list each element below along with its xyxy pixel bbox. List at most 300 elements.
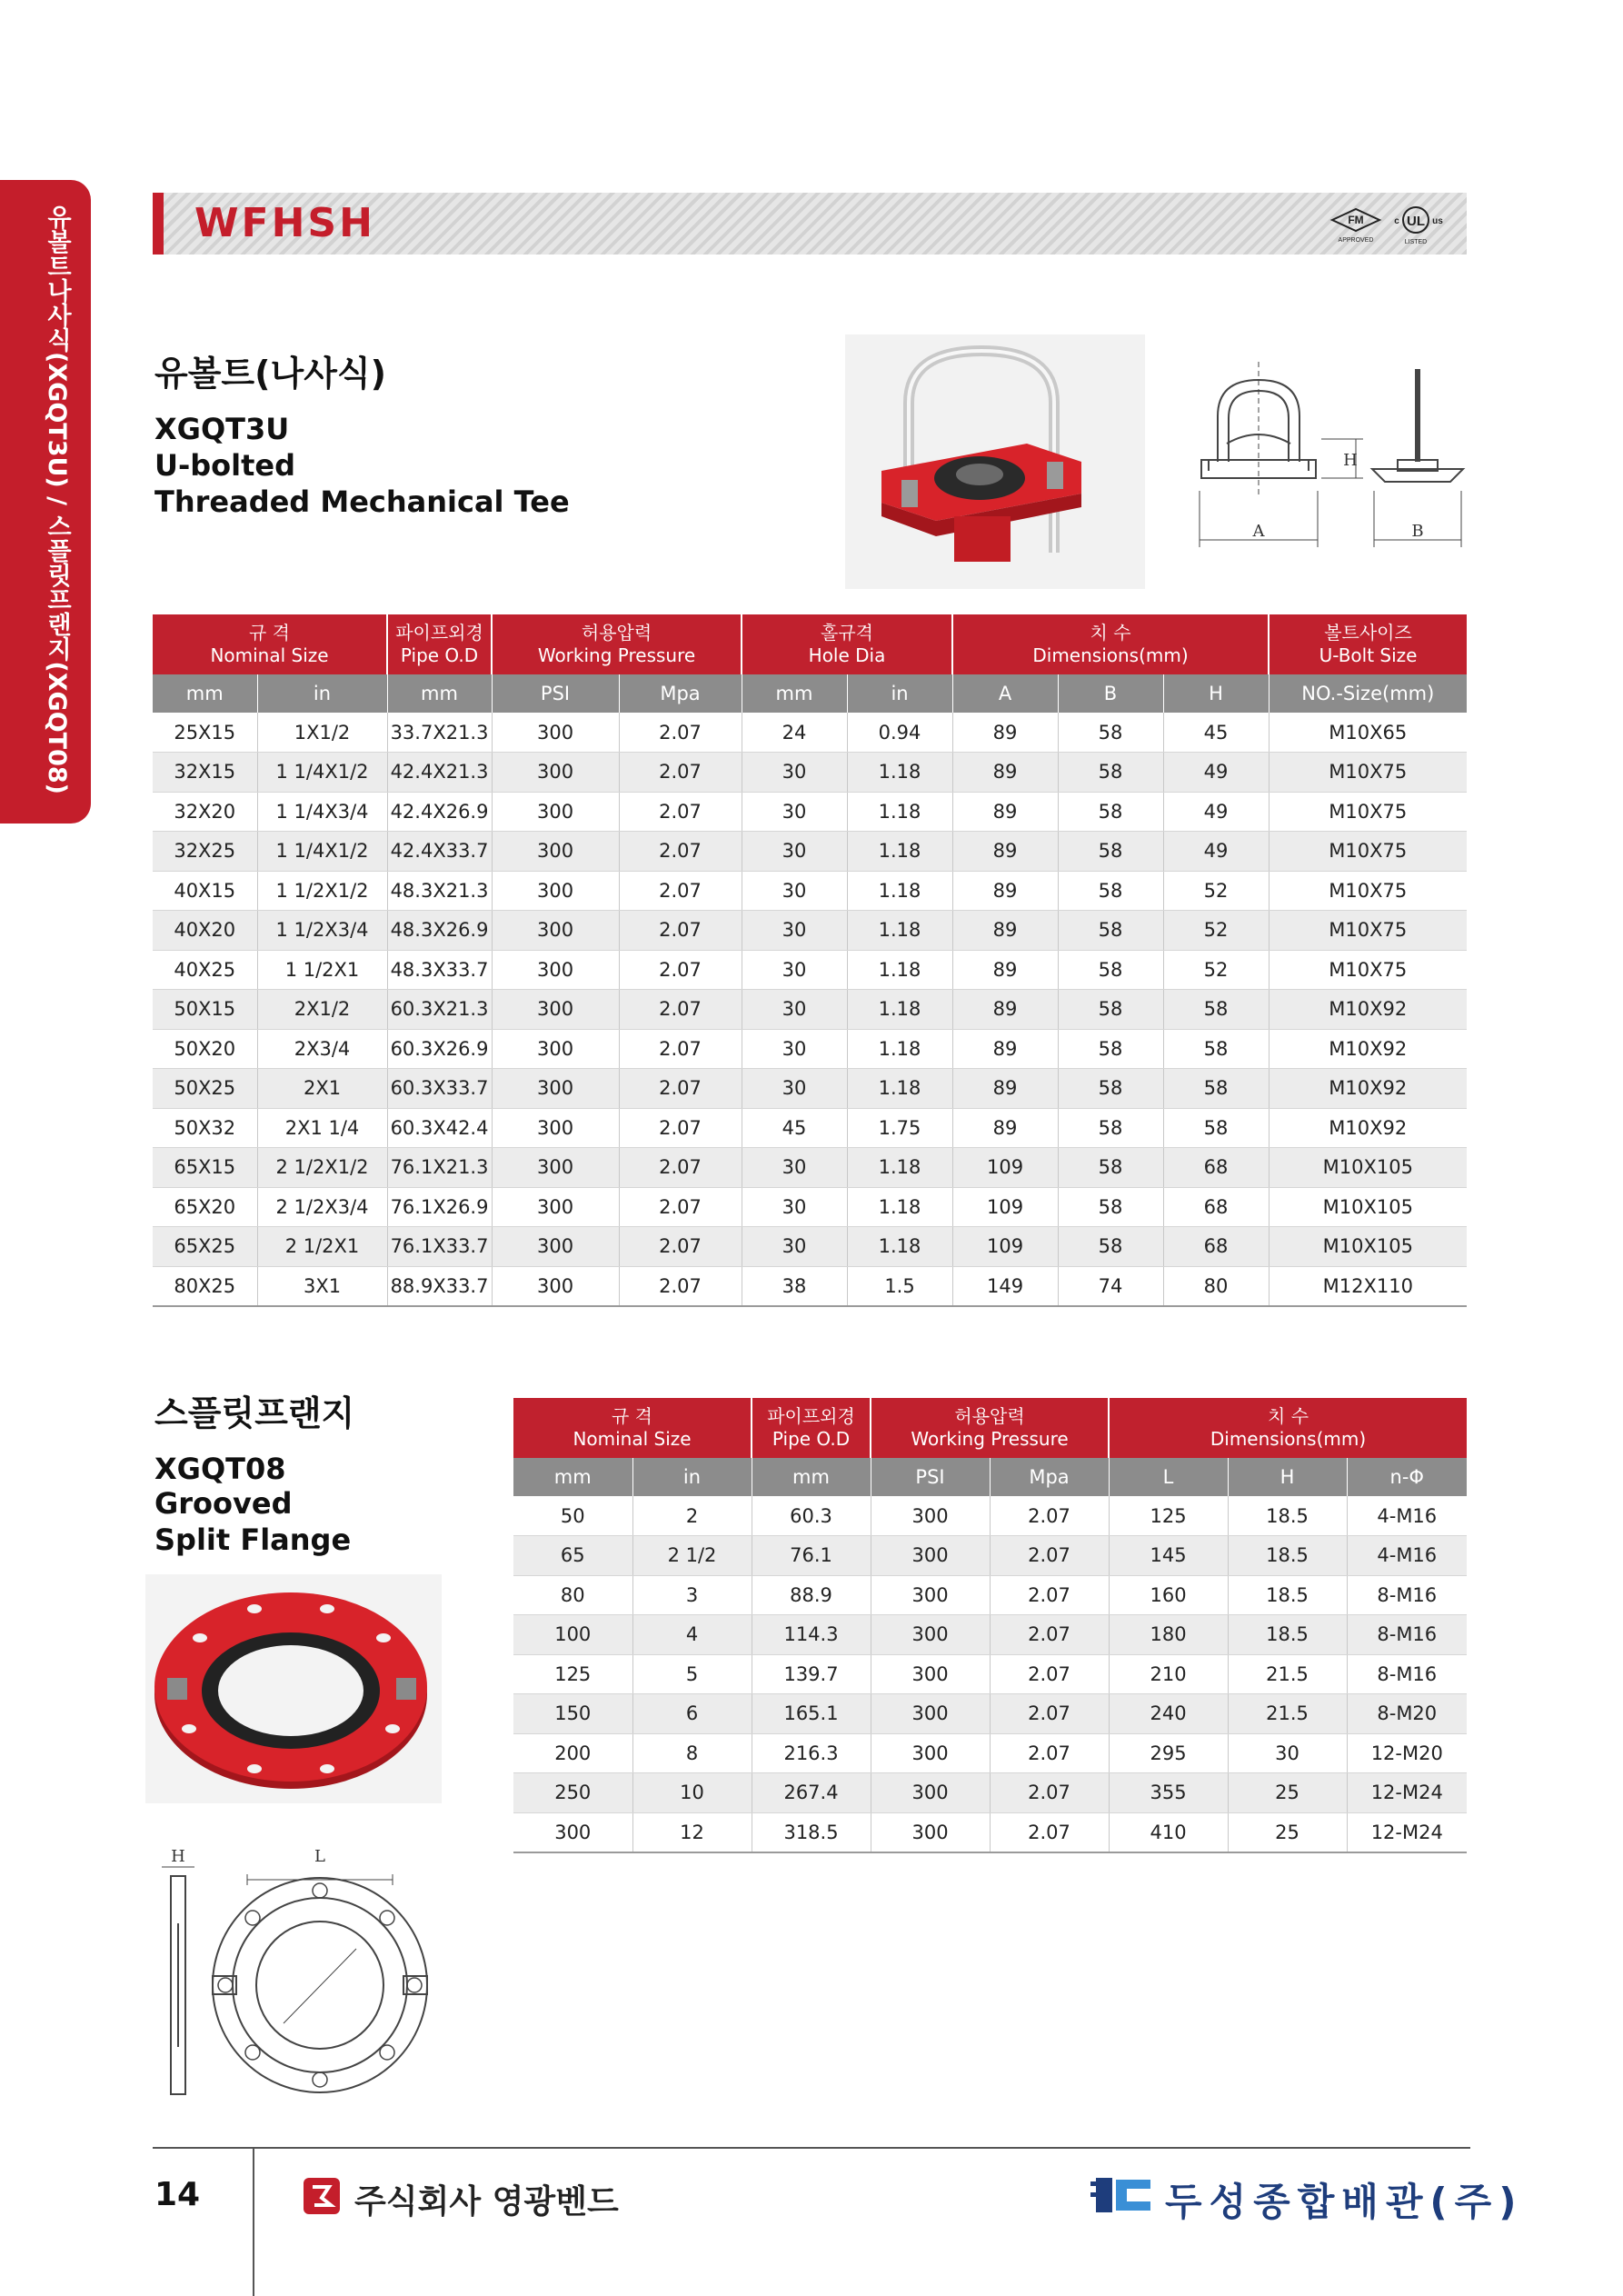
table-cell: 300: [492, 990, 619, 1030]
table-cell: 8-M16: [1347, 1654, 1467, 1694]
table-row: [513, 1773, 1467, 1813]
table-cell: 50: [513, 1496, 632, 1536]
table-cell: 109: [952, 1187, 1058, 1227]
table-cell: 125: [1109, 1496, 1228, 1536]
table-cell: 300: [492, 1187, 619, 1227]
table-cell: 150: [513, 1694, 632, 1734]
table-cell: 2.07: [619, 1266, 742, 1306]
table-cell: 48.3X33.7: [387, 950, 492, 990]
table-row: [513, 1615, 1467, 1655]
table-cell: 2.07: [619, 1187, 742, 1227]
svg-text:APPROVED: APPROVED: [1338, 237, 1374, 244]
table-row: [513, 1496, 1467, 1536]
fm-approved-logo: [1332, 209, 1379, 244]
table-cell: 30: [742, 792, 847, 832]
table-cell: 2.07: [619, 1227, 742, 1267]
table-cell: 2.07: [619, 1069, 742, 1109]
group-header-u-bolt-size: 볼트사이즈 U-Bolt Size: [1269, 614, 1467, 674]
table-cell: 300: [492, 1108, 619, 1148]
table-cell: 318.5: [752, 1812, 871, 1852]
product1-spec-table: [153, 614, 1467, 1307]
table-cell: 60.3X21.3: [387, 990, 492, 1030]
table-cell: 25X15: [153, 713, 257, 753]
table-cell: 40X25: [153, 950, 257, 990]
table-cell: 300: [871, 1536, 990, 1576]
product2-name-line1: Grooved: [154, 1486, 293, 1521]
table-cell: 2.07: [619, 832, 742, 872]
table-cell: 50X15: [153, 990, 257, 1030]
table-cell: 58: [1058, 792, 1163, 832]
table-cell: 300: [492, 792, 619, 832]
table-cell: 4-M16: [1347, 1496, 1467, 1536]
table-cell: 300: [492, 911, 619, 951]
unit-header-row: [153, 674, 1467, 713]
table-cell: 30: [742, 1069, 847, 1109]
table-cell: 89: [952, 990, 1058, 1030]
table-cell: 1.18: [847, 753, 952, 793]
unit-header-cell: A: [952, 674, 1058, 713]
table-cell: 2.07: [990, 1496, 1109, 1536]
table-cell: 355: [1109, 1773, 1228, 1813]
table-cell: 76.1X33.7: [387, 1227, 492, 1267]
table-cell: 30: [742, 950, 847, 990]
svg-text:H: H: [171, 1847, 185, 1866]
table-cell: 58: [1058, 1069, 1163, 1109]
table-cell: 49: [1163, 753, 1269, 793]
header-accent-bar: [153, 193, 164, 255]
table-cell: 18.5: [1228, 1496, 1347, 1536]
table-cell: 4-M16: [1347, 1536, 1467, 1576]
table-cell: 1.18: [847, 990, 952, 1030]
table-cell: 240: [1109, 1694, 1228, 1734]
unit-header-cell: in: [847, 674, 952, 713]
unit-header-cell: Mpa: [619, 674, 742, 713]
table-cell: 58: [1163, 1029, 1269, 1069]
table-cell: 300: [492, 950, 619, 990]
table-cell: 300: [492, 832, 619, 872]
table-cell: 6: [632, 1694, 752, 1734]
svg-text:A: A: [1252, 522, 1265, 541]
table-cell: 89: [952, 792, 1058, 832]
table-cell: 58: [1163, 1069, 1269, 1109]
table-cell: 300: [871, 1733, 990, 1773]
ul-listed-logo: [1394, 207, 1443, 245]
table-cell: 1.18: [847, 1029, 952, 1069]
table-cell: 76.1X21.3: [387, 1148, 492, 1188]
table-cell: 48.3X26.9: [387, 911, 492, 951]
table-cell: 2.07: [619, 753, 742, 793]
table-cell: 80X25: [153, 1266, 257, 1306]
table-cell: 300: [492, 1266, 619, 1306]
table-cell: 89: [952, 1108, 1058, 1148]
table-cell: M12X110: [1269, 1266, 1467, 1306]
table-cell: 2 1/2X1/2: [257, 1148, 387, 1188]
table-cell: 58: [1058, 990, 1163, 1030]
table-cell: 12-M24: [1347, 1812, 1467, 1852]
table-cell: 89: [952, 950, 1058, 990]
table-row: [153, 832, 1467, 872]
table-cell: 1.18: [847, 832, 952, 872]
table-row: [153, 1108, 1467, 1148]
table-cell: 30: [742, 1148, 847, 1188]
table-cell: M10X75: [1269, 950, 1467, 990]
group-header-working-pressure: 허용압력 Working Pressure: [871, 1398, 1109, 1458]
table-row: [153, 1148, 1467, 1188]
table-cell: 80: [1163, 1266, 1269, 1306]
table-cell: 8-M20: [1347, 1694, 1467, 1734]
table-cell: 1 1/4X3/4: [257, 792, 387, 832]
table-cell: 76.1X26.9: [387, 1187, 492, 1227]
table-cell: 2.07: [619, 871, 742, 911]
table-cell: M10X105: [1269, 1227, 1467, 1267]
table-cell: 12: [632, 1812, 752, 1852]
table-cell: 2.07: [990, 1654, 1109, 1694]
table-cell: 65X25: [153, 1227, 257, 1267]
table-cell: 58: [1058, 1187, 1163, 1227]
table-cell: M10X92: [1269, 1069, 1467, 1109]
table-cell: 300: [871, 1615, 990, 1655]
table-row: [513, 1694, 1467, 1734]
table-cell: 1.18: [847, 1148, 952, 1188]
unit-header-row: [513, 1458, 1467, 1496]
table-cell: 1X1/2: [257, 713, 387, 753]
table-cell: 145: [1109, 1536, 1228, 1576]
table-cell: M10X75: [1269, 871, 1467, 911]
table-cell: 52: [1163, 950, 1269, 990]
table-cell: 2.07: [619, 911, 742, 951]
table-cell: 30: [742, 911, 847, 951]
table-cell: 2X3/4: [257, 1029, 387, 1069]
unit-header-cell: NO.-Size(mm): [1269, 674, 1467, 713]
svg-text:H: H: [1343, 451, 1358, 470]
table-cell: 18.5: [1228, 1536, 1347, 1576]
table-cell: 74: [1058, 1266, 1163, 1306]
table-cell: 58: [1058, 753, 1163, 793]
table-cell: 89: [952, 713, 1058, 753]
table-cell: M10X65: [1269, 713, 1467, 753]
table-cell: 4: [632, 1615, 752, 1655]
table-cell: 58: [1058, 911, 1163, 951]
table-row: [153, 713, 1467, 753]
table-cell: 89: [952, 753, 1058, 793]
table-cell: 30: [742, 1187, 847, 1227]
group-header-dimensions: 치 수 Dimensions(mm): [1109, 1398, 1467, 1458]
table-cell: 295: [1109, 1733, 1228, 1773]
table-cell: 2.07: [990, 1812, 1109, 1852]
table-cell: 1 1/2X3/4: [257, 911, 387, 951]
table-cell: 21.5: [1228, 1654, 1347, 1694]
table-cell: 42.4X21.3: [387, 753, 492, 793]
product1-name-line2: Threaded Mechanical Tee: [154, 484, 570, 519]
table-cell: 68: [1163, 1148, 1269, 1188]
table-row: [153, 1029, 1467, 1069]
table-cell: 8-M16: [1347, 1615, 1467, 1655]
table-row: [153, 1187, 1467, 1227]
table-cell: 68: [1163, 1227, 1269, 1267]
table-cell: 52: [1163, 911, 1269, 951]
table-row: [513, 1812, 1467, 1852]
table-cell: 1 1/4X1/2: [257, 753, 387, 793]
table-cell: 18.5: [1228, 1575, 1347, 1615]
table-cell: 2.07: [990, 1615, 1109, 1655]
table-cell: 88.9X33.7: [387, 1266, 492, 1306]
table-cell: M10X75: [1269, 832, 1467, 872]
table-cell: 5: [632, 1654, 752, 1694]
table-cell: 30: [742, 1227, 847, 1267]
table-cell: 300: [492, 713, 619, 753]
table-cell: 50X20: [153, 1029, 257, 1069]
table-cell: 0.94: [847, 713, 952, 753]
table-cell: 58: [1163, 990, 1269, 1030]
table-cell: 58: [1058, 871, 1163, 911]
unit-header-cell: mm: [153, 674, 257, 713]
table-row: [153, 753, 1467, 793]
table-row: [153, 792, 1467, 832]
table-cell: 300: [871, 1773, 990, 1813]
unit-header-cell: PSI: [492, 674, 619, 713]
table-cell: 32X15: [153, 753, 257, 793]
table-cell: 300: [492, 753, 619, 793]
table-cell: 89: [952, 832, 1058, 872]
group-header-dimensions: 치 수 Dimensions(mm): [952, 614, 1269, 674]
table-cell: 109: [952, 1148, 1058, 1188]
table-cell: 250: [513, 1773, 632, 1813]
table-cell: 89: [952, 911, 1058, 951]
table-cell: 30: [742, 990, 847, 1030]
table-cell: 60.3X26.9: [387, 1029, 492, 1069]
table-cell: 2.07: [619, 792, 742, 832]
table-cell: 2 1/2: [632, 1536, 752, 1576]
table-cell: 2.07: [619, 713, 742, 753]
svg-text:us: us: [1432, 216, 1443, 226]
table-cell: 109: [952, 1227, 1058, 1267]
svg-text:B: B: [1411, 522, 1424, 541]
table-cell: 58: [1058, 832, 1163, 872]
table-cell: 300: [871, 1654, 990, 1694]
table-row: [153, 1069, 1467, 1109]
svg-text:L: L: [314, 1847, 325, 1866]
unit-header-cell: in: [632, 1458, 752, 1496]
table-cell: 2X1 1/4: [257, 1108, 387, 1148]
unit-header-cell: mm: [742, 674, 847, 713]
table-cell: 45: [742, 1108, 847, 1148]
table-cell: 1.18: [847, 1227, 952, 1267]
table-cell: 76.1: [752, 1536, 871, 1576]
table-cell: 300: [871, 1496, 990, 1536]
table-cell: 58: [1058, 1029, 1163, 1069]
table-cell: 40X20: [153, 911, 257, 951]
brand-logo: WFHSH: [194, 200, 375, 246]
unit-header-cell: Mpa: [990, 1458, 1109, 1496]
table-cell: 300: [492, 1148, 619, 1188]
table-cell: 89: [952, 1029, 1058, 1069]
unit-header-cell: B: [1058, 674, 1163, 713]
table-cell: 2.07: [619, 950, 742, 990]
table-cell: 300: [492, 1069, 619, 1109]
product1-title: 유볼트(나사식): [154, 354, 386, 394]
table-cell: 42.4X33.7: [387, 832, 492, 872]
table-row: [153, 990, 1467, 1030]
table-cell: 100: [513, 1615, 632, 1655]
table-cell: 30: [1228, 1733, 1347, 1773]
table-cell: 1.18: [847, 792, 952, 832]
svg-text:c: c: [1394, 216, 1399, 226]
table-cell: 160: [1109, 1575, 1228, 1615]
table-cell: 1 1/2X1: [257, 950, 387, 990]
table-cell: 10: [632, 1773, 752, 1813]
table-row: [513, 1654, 1467, 1694]
table-cell: 50X25: [153, 1069, 257, 1109]
table-cell: M10X92: [1269, 1029, 1467, 1069]
table-cell: 1.18: [847, 871, 952, 911]
table-cell: 30: [742, 871, 847, 911]
table-cell: 210: [1109, 1654, 1228, 1694]
table-cell: 30: [742, 753, 847, 793]
unit-header-cell: H: [1228, 1458, 1347, 1496]
group-header-pipe-od: 파이프외경 Pipe O.D: [752, 1398, 871, 1458]
table-cell: 58: [1058, 1148, 1163, 1188]
table-cell: 180: [1109, 1615, 1228, 1655]
group-header-nominal-size: 규 격 Nominal Size: [513, 1398, 752, 1458]
company-right-name: 두성종합배관(주): [1165, 2180, 1524, 2224]
unit-header-cell: mm: [513, 1458, 632, 1496]
table-cell: 125: [513, 1654, 632, 1694]
table-cell: 2.07: [990, 1694, 1109, 1734]
table-cell: 24: [742, 713, 847, 753]
table-cell: 300: [492, 871, 619, 911]
table-cell: 3: [632, 1575, 752, 1615]
certification-logos: [1327, 202, 1463, 247]
table-cell: 2.07: [990, 1536, 1109, 1576]
table-row: [153, 950, 1467, 990]
svg-text:FM: FM: [1348, 214, 1364, 226]
table-cell: 267.4: [752, 1773, 871, 1813]
table-row: [153, 911, 1467, 951]
table-cell: 32X20: [153, 792, 257, 832]
table-cell: 1.18: [847, 1187, 952, 1227]
group-header-pipe-od: 파이프외경 Pipe O.D: [387, 614, 492, 674]
table-cell: 2.07: [990, 1773, 1109, 1813]
footer-divider: [153, 2147, 1470, 2149]
table-cell: 88.9: [752, 1575, 871, 1615]
table-cell: 65X15: [153, 1148, 257, 1188]
table-cell: 2X1/2: [257, 990, 387, 1030]
table-cell: M10X92: [1269, 990, 1467, 1030]
product1-name-line1: U-bolted: [154, 448, 296, 483]
table-cell: 300: [871, 1694, 990, 1734]
product1-dimension-drawing: [1181, 353, 1481, 558]
table-cell: 8-M16: [1347, 1575, 1467, 1615]
table-cell: 2.07: [619, 1108, 742, 1148]
footer-vertical-divider: [253, 2149, 254, 2296]
product2-model: XGQT08: [154, 1452, 286, 1486]
svg-text:LISTED: LISTED: [1404, 239, 1428, 245]
unit-header-cell: mm: [387, 674, 492, 713]
table-cell: 2.07: [619, 990, 742, 1030]
table-cell: 12-M24: [1347, 1773, 1467, 1813]
table-row: [153, 1227, 1467, 1267]
table-cell: 80: [513, 1575, 632, 1615]
table-cell: 58: [1058, 950, 1163, 990]
table-cell: 65X20: [153, 1187, 257, 1227]
table-cell: 21.5: [1228, 1694, 1347, 1734]
table-cell: 2.07: [990, 1575, 1109, 1615]
table-cell: 58: [1058, 713, 1163, 753]
unit-header-cell: n-Φ: [1347, 1458, 1467, 1496]
table-cell: 216.3: [752, 1733, 871, 1773]
table-row: [153, 1266, 1467, 1306]
product2-dimension-drawing: [153, 1842, 462, 2100]
table-cell: 89: [952, 1069, 1058, 1109]
product2-title: 스플릿프랜지: [154, 1393, 355, 1433]
group-header-working-pressure: 허용압력 Working Pressure: [492, 614, 742, 674]
table-cell: 65: [513, 1536, 632, 1576]
table-cell: 58: [1058, 1227, 1163, 1267]
table-cell: M10X105: [1269, 1187, 1467, 1227]
table-cell: 3X1: [257, 1266, 387, 1306]
table-cell: 89: [952, 871, 1058, 911]
table-cell: 45: [1163, 713, 1269, 753]
table-cell: 2X1: [257, 1069, 387, 1109]
table-cell: 25: [1228, 1812, 1347, 1852]
table-cell: 1.18: [847, 911, 952, 951]
table-cell: 1.5: [847, 1266, 952, 1306]
table-cell: 32X25: [153, 832, 257, 872]
table-cell: 30: [742, 1029, 847, 1069]
table-cell: 49: [1163, 832, 1269, 872]
unit-header-cell: H: [1163, 674, 1269, 713]
table-cell: 58: [1163, 1108, 1269, 1148]
table-row: [513, 1536, 1467, 1576]
product1-model: XGQT3U: [154, 412, 290, 446]
table-cell: 30: [742, 832, 847, 872]
table-cell: 114.3: [752, 1615, 871, 1655]
page-number: 14: [154, 2176, 201, 2213]
table-cell: 1.18: [847, 950, 952, 990]
table-row: [513, 1575, 1467, 1615]
table-cell: M10X105: [1269, 1148, 1467, 1188]
svg-text:UL: UL: [1407, 214, 1425, 229]
table-row: [153, 871, 1467, 911]
table-cell: 2 1/2X1: [257, 1227, 387, 1267]
unit-header-cell: in: [257, 674, 387, 713]
table-cell: 200: [513, 1733, 632, 1773]
table-cell: 60.3X33.7: [387, 1069, 492, 1109]
product2-name-line2: Split Flange: [154, 1522, 352, 1557]
table-cell: M10X75: [1269, 753, 1467, 793]
table-cell: 1 1/4X1/2: [257, 832, 387, 872]
unit-header-cell: PSI: [871, 1458, 990, 1496]
table-cell: 2: [632, 1496, 752, 1536]
group-header-hole-dia: 홀규격 Hole Dia: [742, 614, 952, 674]
table-row: [513, 1733, 1467, 1773]
table-cell: 52: [1163, 871, 1269, 911]
table-cell: 42.4X26.9: [387, 792, 492, 832]
product2-spec-table: [513, 1398, 1467, 1853]
table-cell: 48.3X21.3: [387, 871, 492, 911]
table-cell: 2.07: [619, 1029, 742, 1069]
unit-header-cell: mm: [752, 1458, 871, 1496]
table-cell: 8: [632, 1733, 752, 1773]
table-cell: 33.7X21.3: [387, 713, 492, 753]
table-cell: 68: [1163, 1187, 1269, 1227]
table-cell: 38: [742, 1266, 847, 1306]
table-cell: 300: [871, 1812, 990, 1852]
table-cell: 149: [952, 1266, 1058, 1306]
table-cell: 1.75: [847, 1108, 952, 1148]
table-cell: M10X92: [1269, 1108, 1467, 1148]
group-header-nominal-size: 규 격 Nominal Size: [153, 614, 387, 674]
